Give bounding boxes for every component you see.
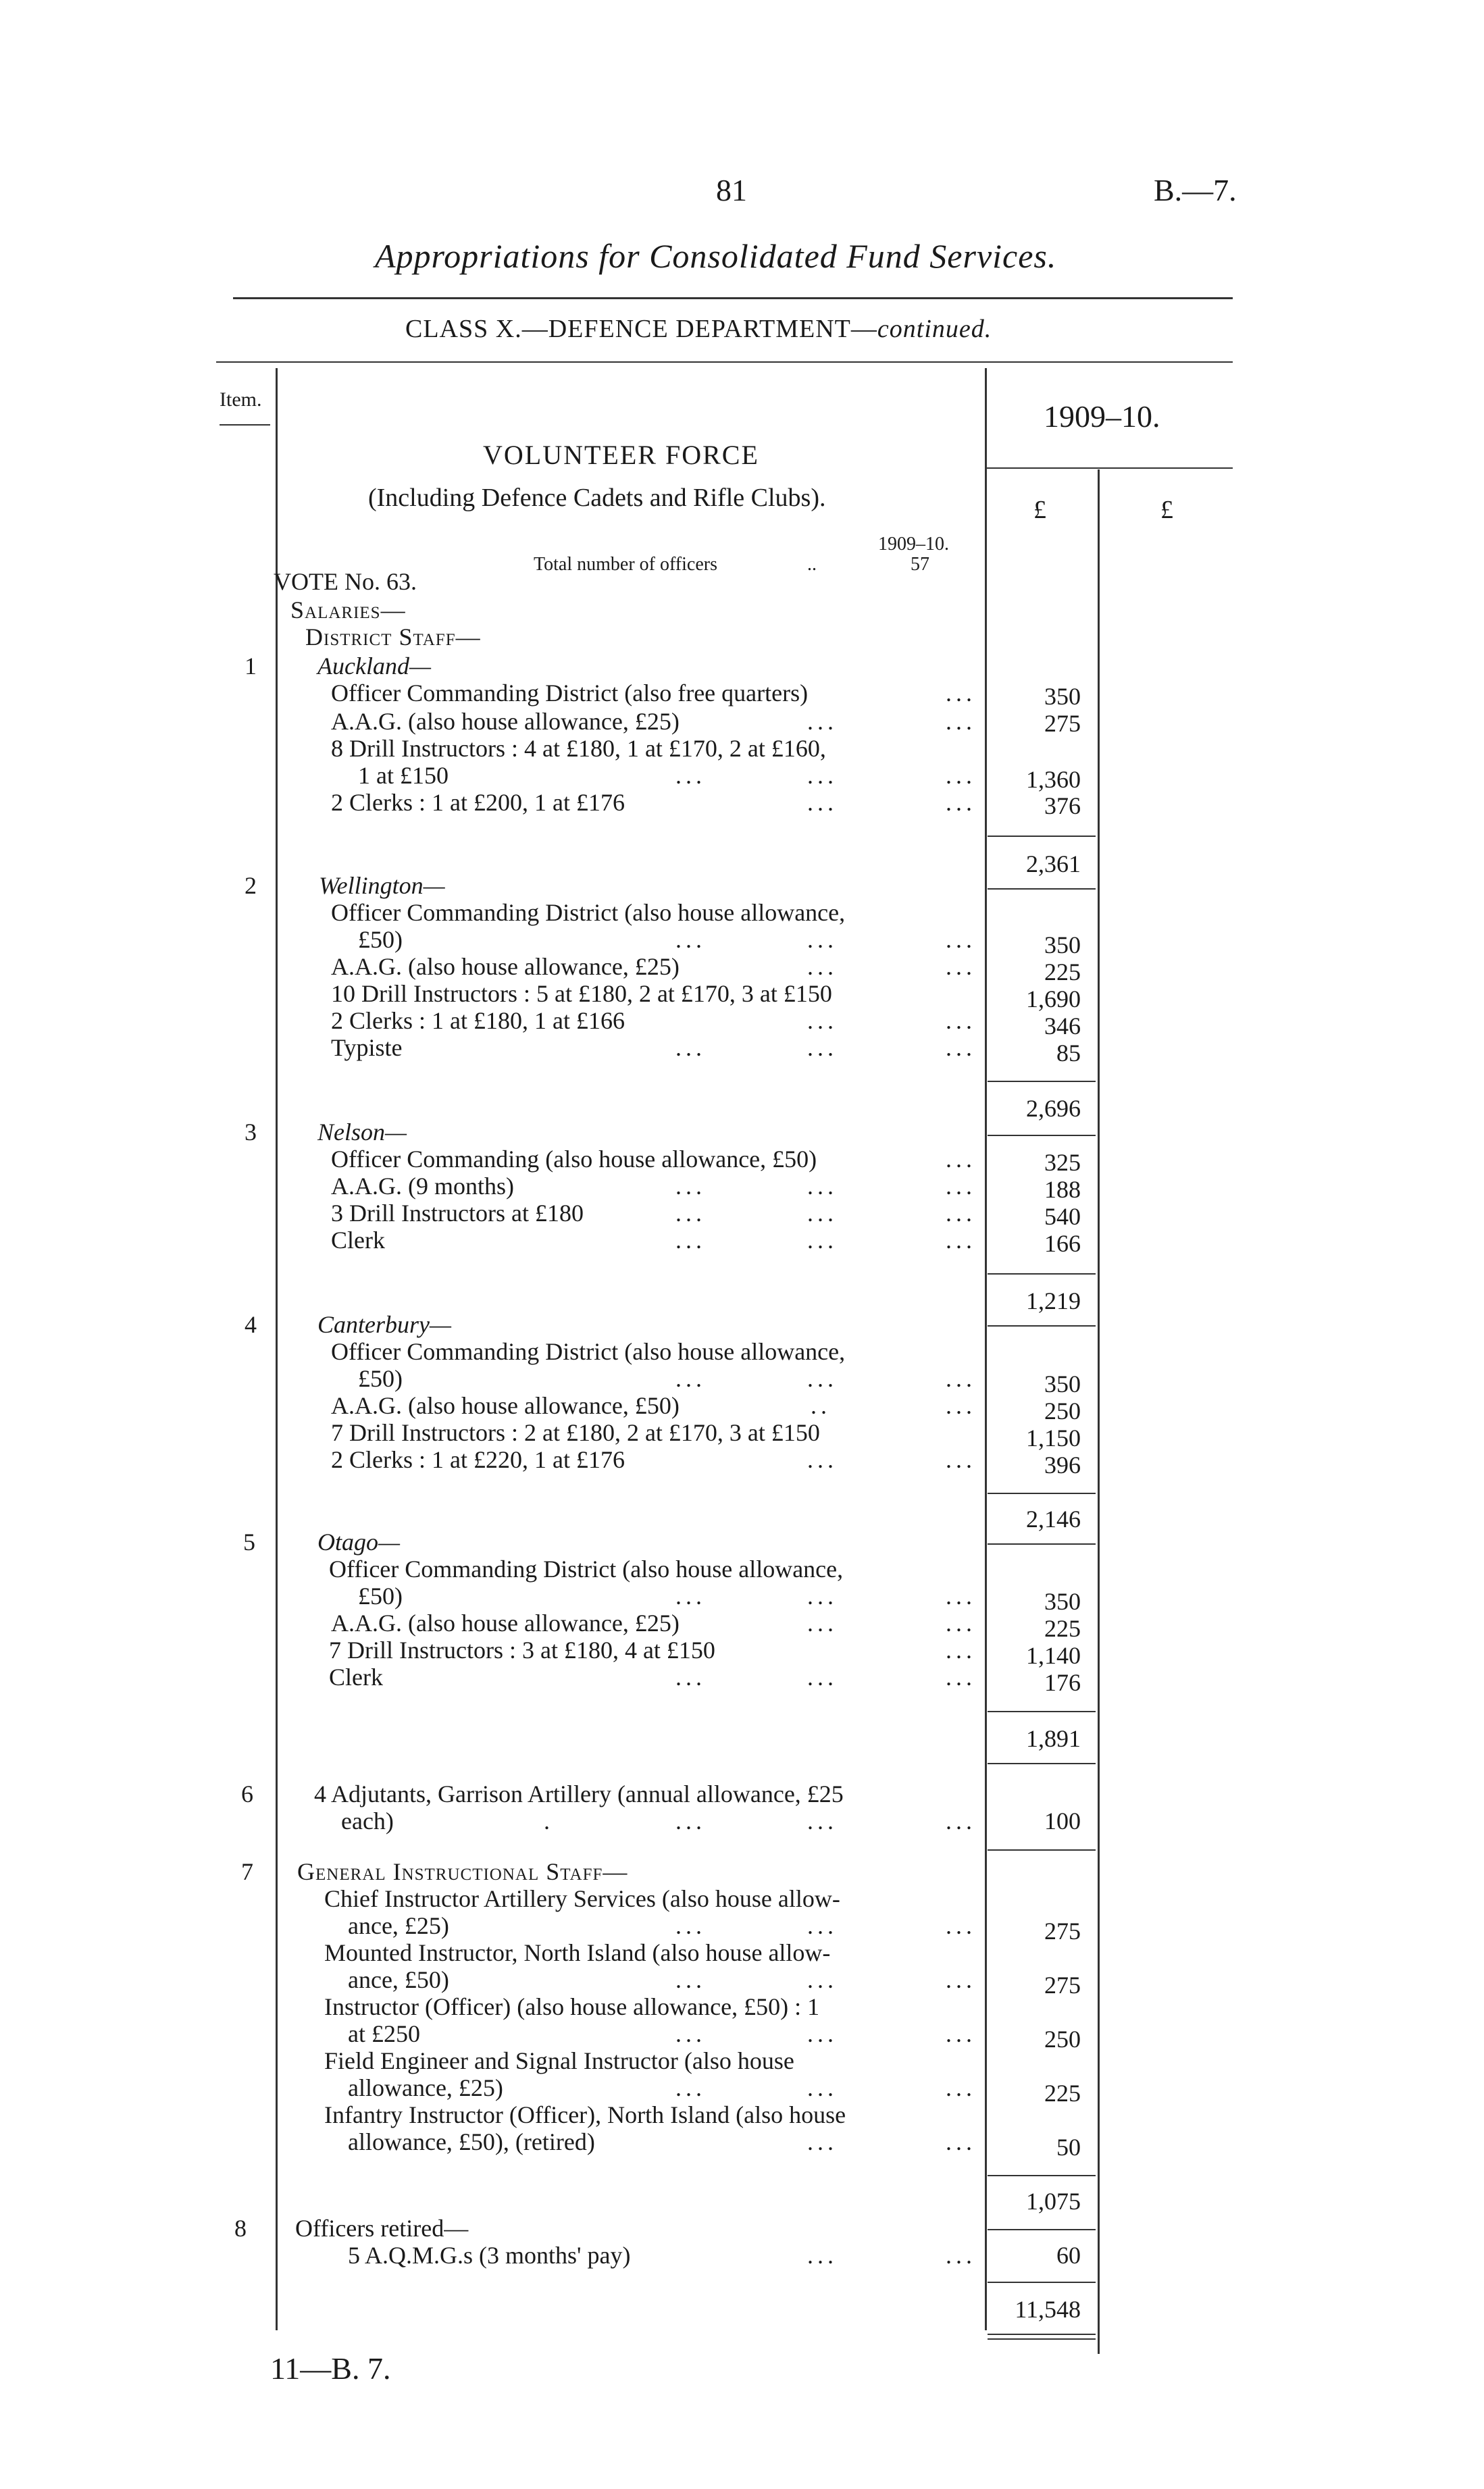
leader-dots: ... [946,1807,976,1834]
entry-amount: 1,150 [1026,1425,1081,1452]
entry-line: £50) [358,926,403,953]
entry-line: Officer Commanding District (also house allowance, [331,899,846,926]
entry-amount: 1,690 [1026,985,1081,1012]
entry-line: A.A.G. (also house allowance, £25) [331,953,680,980]
leader-dots: ... [807,1173,838,1200]
leader-dots: ... [946,1392,976,1419]
entry-amount: 346 [1044,1012,1081,1040]
leader-dots: ... [946,1365,976,1392]
entry-line: £50) [358,1365,403,1392]
leader-dots: ... [946,708,976,735]
leader-dots: .. [811,1392,831,1419]
leader-dots: ... [946,679,976,707]
signature-mark: 11—B. 7. [270,2351,391,2386]
class-heading [405,314,992,344]
district-heading: Canterbury— [317,1311,451,1338]
entry-line: 7 Drill Instructors : 2 at £180, 2 at £170, 3 at £150 [331,1419,820,1446]
leader-dots: ... [946,2020,976,2047]
entry-line: 2 Clerks : 1 at £220, 1 at £176 [331,1446,625,1473]
subtotal-rule [988,888,1096,890]
entry-amount: 350 [1044,1370,1081,1397]
leader-dots: ... [807,1966,838,1993]
entry-amount: 188 [1044,1176,1081,1203]
class-heading-continued: continued. [877,315,992,343]
entry-amount: 350 [1044,1588,1081,1615]
leader-dots: . [544,1807,554,1834]
grand-total-rule [988,2334,1096,2335]
district-total: 1,219 [1026,1287,1081,1314]
entry-line: 7 Drill Instructors : 3 at £180, 4 at £150 [329,1637,715,1664]
leader-dots: ... [946,1446,976,1473]
entry-line: £50) [358,1583,403,1610]
staff-heading: General Instructional Staff— [297,1858,628,1885]
entry-line: Officer Commanding District (also free quarters) [331,679,809,707]
item-column-divider [276,368,278,2330]
leader-dots: ... [946,2128,976,2155]
subtotal-rule [988,2282,1096,2283]
entry-amount: 225 [1044,958,1081,985]
item-number: 5 [243,1529,255,1556]
leader-dots: ... [807,789,838,816]
entry-amount: 275 [1044,710,1081,737]
entry-line: at £250 [348,2020,420,2047]
entry-line: ance, £50) [348,1966,449,1993]
officers-year: 1909–10. [878,534,949,555]
officers-count: 57 [911,554,929,575]
entry-line: Typiste [331,1034,403,1061]
leader-dots: ... [675,1034,706,1061]
entry-line: each) [341,1807,394,1834]
leader-dots: ... [675,1807,706,1834]
item-number: 8 [234,2215,247,2242]
leader-dots: ... [675,762,706,789]
salaries-heading: Salaries— [290,596,406,623]
leader-dots: ... [807,1007,838,1034]
grand-total-rule-double [988,2338,1096,2340]
leader-dots: ... [675,1200,706,1227]
staff-total: 1,075 [1026,2188,1081,2215]
class-rule [216,361,1233,363]
item-number: 4 [245,1311,257,1338]
leader-dots: ... [946,1912,976,1939]
leader-dots: ... [807,2020,838,2047]
subtotal-rule [988,836,1096,837]
district-heading: Nelson— [317,1119,407,1146]
district-total: 2,361 [1026,850,1081,877]
item-number: 1 [245,652,257,679]
leader-dots: ... [946,926,976,953]
entry-line: A.A.G. (also house allowance, £25) [331,1610,680,1637]
leader-dots: ... [807,1446,838,1473]
leader-dots: ... [946,1966,976,1993]
leader-dots: ... [946,1200,976,1227]
subtotal-rule [988,2175,1096,2176]
entry-line: Instructor (Officer) (also house allowance, £50) : 1 [324,1993,820,2020]
entry-line: allowance, £50), (retired) [348,2128,595,2155]
entry-amount: 250 [1044,1397,1081,1425]
entry-amount: 275 [1044,1918,1081,1945]
leader-dots: ... [946,1610,976,1637]
pound-symbol-col1: £ [1033,496,1046,524]
entry-amount: 275 [1044,1972,1081,1999]
entry-amount: 225 [1044,1615,1081,1642]
entry-line: 5 A.Q.M.G.s (3 months' pay) [348,2242,631,2269]
entry-line: Officer Commanding District (also house allowance, [329,1556,844,1583]
leader-dots: ... [946,1007,976,1034]
entry-line: 3 Drill Instructors at £180 [331,1200,584,1227]
entry-line: Clerk [331,1227,385,1254]
entry-amount: 225 [1044,2080,1081,2107]
subtotal-rule [988,1763,1096,1764]
district-heading: Wellington— [319,872,445,899]
entry-amount: 540 [1044,1203,1081,1230]
entry-line: Infantry Instructor (Officer), North Island (also house [324,2101,846,2128]
leader-dots: ... [807,1365,838,1392]
entry-amount: 166 [1044,1230,1081,1257]
entry-line: ance, £25) [348,1912,449,1939]
subtotal-rule [988,1273,1096,1275]
leader-dots: ... [807,926,838,953]
entry-line: 1 at £150 [358,762,449,789]
leader-dots: ... [807,708,838,735]
entry-line: Field Engineer and Signal Instructor (also house [324,2047,794,2074]
leader-dots: ... [946,1664,976,1691]
entry-line: 2 Clerks : 1 at £200, 1 at £176 [331,789,625,816]
district-staff-heading: District Staff— [305,623,481,650]
leader-dots: ... [807,2074,838,2101]
entry-line: A.A.G. (9 months) [331,1173,514,1200]
leader-dots: ... [807,1807,838,1834]
leader-dots: ... [675,1365,706,1392]
entry-line: Clerk [329,1664,383,1691]
officers-dots: .. [807,554,817,575]
entry-amount: 350 [1044,683,1081,710]
leader-dots: ... [807,762,838,789]
subtotal-rule [988,1493,1096,1494]
leader-dots: ... [946,762,976,789]
leader-dots: ... [946,1173,976,1200]
entry-amount: 1,140 [1026,1642,1081,1669]
leader-dots: ... [675,1227,706,1254]
leader-dots: ... [946,1637,976,1664]
entry-heading: Officers retired— [295,2215,469,2242]
entry-line: A.A.G. (also house allowance, £25) [331,708,680,735]
leader-dots: ... [807,1227,838,1254]
leader-dots: ... [807,1583,838,1610]
item-number: 6 [241,1780,253,1807]
leader-dots: ... [807,1912,838,1939]
entry-line: 4 Adjutants, Garrison Artillery (annual allowance, £25 [314,1780,844,1807]
subtotal-rule [988,1849,1096,1851]
leader-dots: ... [675,1966,706,1993]
entry-line: Chief Instructor Artillery Services (also house allow- [324,1885,840,1912]
grand-total: 11,548 [1015,2296,1081,2323]
entry-amount: 325 [1044,1149,1081,1176]
year-header-rule [986,467,1233,469]
leader-dots: ... [946,2242,976,2269]
item-header-underline [220,424,270,426]
header-rule [233,297,1233,299]
subtotal-rule [988,1711,1096,1712]
item-number: 7 [241,1858,253,1885]
entry-line: allowance, £25) [348,2074,503,2101]
entry-amount: 100 [1044,1807,1081,1834]
leader-dots: ... [946,1227,976,1254]
leader-dots: ... [807,1200,838,1227]
leader-dots: ... [946,1034,976,1061]
document-reference: B.—7. [1154,173,1237,207]
year-column-header: 1909–10. [1044,399,1160,434]
entry-line: Officer Commanding District (also house allowance, [331,1338,846,1365]
entry-line: Mounted Instructor, North Island (also house allow- [324,1939,831,1966]
entry-amount: 60 [1056,2242,1081,2269]
entry-line: A.A.G. (also house allowance, £50) [331,1392,680,1419]
entry-amount: 376 [1044,792,1081,819]
subtotal-rule [988,1081,1096,1082]
leader-dots: ... [946,1583,976,1610]
district-total: 1,891 [1026,1725,1081,1752]
leader-dots: ... [675,2020,706,2047]
entry-amount: 396 [1044,1452,1081,1479]
entry-amount: 1,360 [1026,766,1081,793]
leader-dots: ... [675,926,706,953]
officers-label: Total number of officers [534,554,717,575]
page-number: 81 [716,173,747,207]
leader-dots: ... [946,953,976,980]
vote-number: VOTE No. 63. [274,568,417,595]
section-subtitle: (Including Defence Cadets and Rifle Clubs). [368,484,826,512]
entry-line: 10 Drill Instructors : 5 at £180, 2 at £170, 3 at £150 [331,980,832,1007]
district-total: 2,696 [1026,1095,1081,1122]
subtotal-rule [988,1325,1096,1327]
leader-dots: ... [807,2128,838,2155]
subtotal-rule [988,1135,1096,1136]
page-subtitle: Appropriations for Consolidated Fund Services. [375,237,1057,275]
leader-dots: ... [675,1583,706,1610]
pound-symbol-col2: £ [1160,496,1173,524]
entry-line: 8 Drill Instructors : 4 at £180, 1 at £170, 2 at £160, [331,735,826,762]
district-heading: Otago— [317,1529,401,1556]
entry-amount: 50 [1056,2134,1081,2161]
section-title: VOLUNTEER FORCE [483,440,759,470]
leader-dots: ... [675,1664,706,1691]
amount-column-divider-mid [1098,469,1100,2354]
subtotal-rule [988,2229,1096,2230]
district-total: 2,146 [1026,1506,1081,1533]
entry-amount: 350 [1044,931,1081,958]
class-heading-text: CLASS X.—DEFENCE DEPARTMENT— [405,315,877,343]
district-heading: Auckland— [317,652,431,679]
entry-amount: 176 [1044,1669,1081,1696]
leader-dots: ... [807,953,838,980]
item-number: 2 [245,872,257,899]
leader-dots: ... [807,2242,838,2269]
entry-amount: 250 [1044,2026,1081,2053]
item-column-header: Item. [220,388,262,411]
leader-dots: ... [946,2074,976,2101]
entry-line: Officer Commanding (also house allowance, £50) [331,1146,817,1173]
subtotal-rule [988,1543,1096,1545]
leader-dots: ... [675,1912,706,1939]
leader-dots: ... [807,1034,838,1061]
leader-dots: ... [946,1146,976,1173]
entry-amount: 85 [1056,1040,1081,1067]
item-number: 3 [245,1119,257,1146]
leader-dots: ... [675,1173,706,1200]
leader-dots: ... [807,1664,838,1691]
leader-dots: ... [675,2074,706,2101]
entry-line: 2 Clerks : 1 at £180, 1 at £166 [331,1007,625,1034]
leader-dots: ... [946,789,976,816]
leader-dots: ... [807,1610,838,1637]
